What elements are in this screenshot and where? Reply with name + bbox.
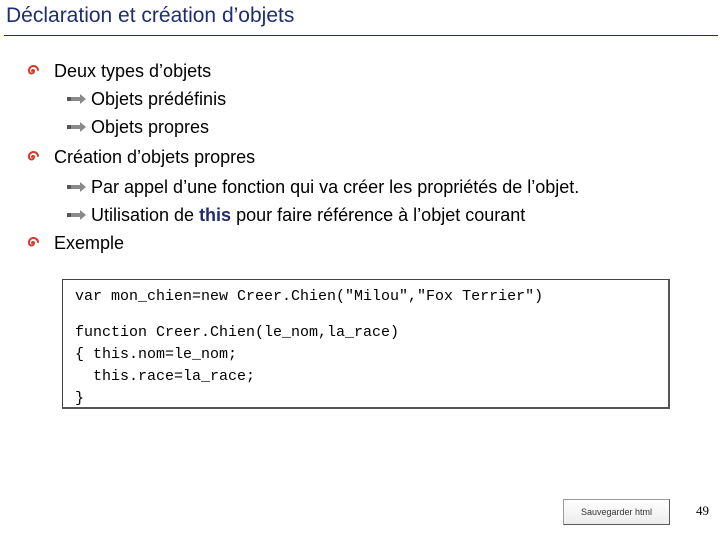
sub-bullet-text: Objets prédéfinis [91,89,227,109]
pencil-arrow-bullet-icon [67,182,86,192]
pencil-arrow-bullet-icon [67,210,86,220]
code-line: function Creer.Chien(le_nom,la_race) [75,324,400,341]
spiral-bullet-icon [26,236,40,250]
code-example-box [62,279,670,409]
bullet-item [54,146,255,168]
sub-bullet-text: Objets propres [91,117,210,137]
sub-bullet-item [91,176,579,198]
sub-bullet-text-after: pour faire référence à l’objet courant [231,205,526,225]
bullet-item [54,60,211,82]
spiral-bullet-icon [26,64,40,78]
save-html-button[interactable]: Sauvegarder html [563,499,670,525]
code-line: this.race=la_race; [75,368,256,385]
sub-bullet-text: Par appel d’une fonction qui va créer les propriétés de l’objet. [91,177,580,197]
sub-bullet-item [91,88,226,110]
page-number: 49 [696,503,709,518]
bullet-text: Création d’objets propres [54,147,256,167]
bullet-text: Exemple [54,233,125,253]
bullet-item [54,232,124,254]
bullet-text: Deux types d’objets [54,61,212,81]
code-line: { this.nom=le_nom; [75,346,238,363]
keyword-this: this [199,205,232,225]
sub-bullet-item [91,116,209,138]
spiral-bullet-icon [26,150,40,164]
sub-bullet-text-before: Utilisation de [91,205,200,225]
code-line: } [75,390,85,407]
title-divider [4,35,718,36]
sub-bullet-item [91,204,525,226]
pencil-arrow-bullet-icon [67,94,86,104]
slide-title: Déclaration et création d’objets [6,4,295,27]
pencil-arrow-bullet-icon [67,122,86,132]
code-line: var mon_chien=new Creer.Chien("Milou","Fox Terrier") [75,288,544,305]
